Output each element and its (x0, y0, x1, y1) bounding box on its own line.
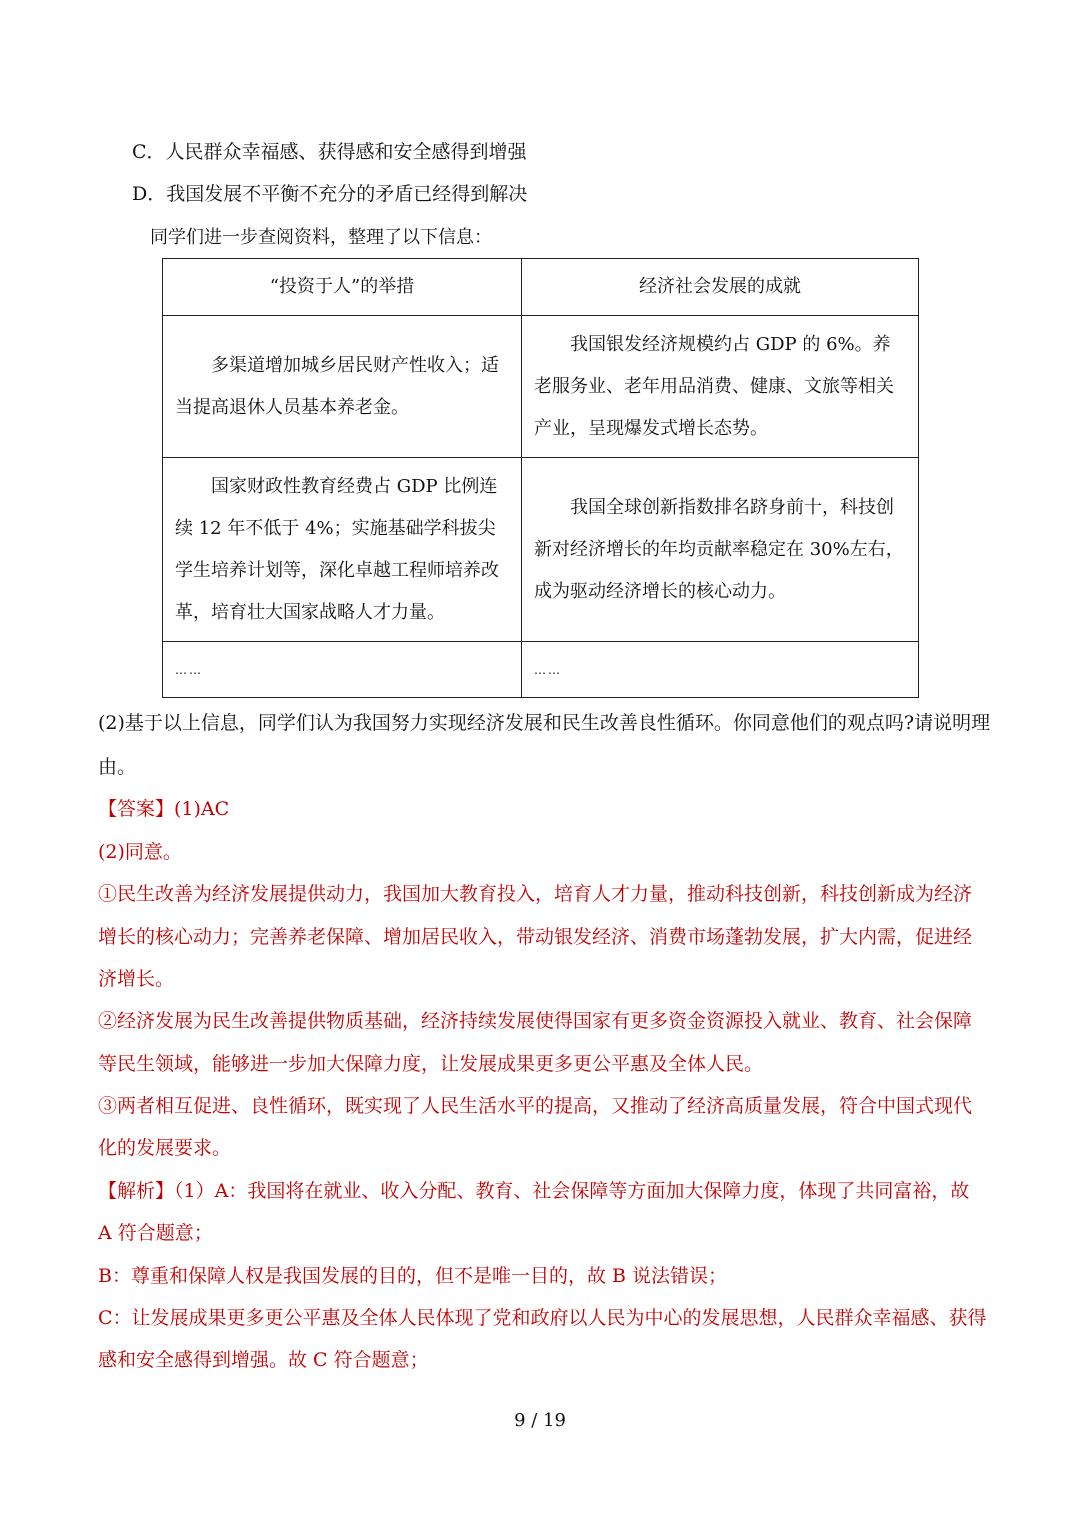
answer-point1-line1: ①民生改善为经济发展提供动力，我国加大教育投入，培育人才力量，推动科技创新，科技创新成为经济 (98, 883, 973, 905)
answer-part1: (1)AC (174, 798, 230, 820)
info-table (162, 258, 919, 698)
table-header-row (163, 259, 919, 316)
answer-line (98, 797, 229, 821)
table-row (163, 316, 919, 458)
table-cell (163, 642, 522, 698)
answer-point2-line2: 等民生领域，能够进一步加大保障力度，让发展成果更多更公平惠及全体人民。 (98, 1053, 764, 1075)
answer-point3-line1: ③两者相互促进、良性循环，既实现了人民生活水平的提高，又推动了经济高质量发展，符合中国式现代 (98, 1095, 973, 1117)
analysis-b: B：尊重和保障人权是我国发展的目的，但不是唯一目的，故 B 说法错误； (98, 1265, 728, 1287)
table-cell (522, 316, 919, 458)
option-d: D．我国发展不平衡不充分的矛盾已经得到解决 (132, 183, 528, 205)
intro-text: 同学们进一步查阅资料，整理了以下信息： (150, 227, 492, 248)
analysis-a-line2: A 符合题意； (98, 1222, 213, 1244)
table-cell (163, 458, 522, 642)
cell-text: …… (534, 663, 562, 677)
cell-text: 国家财政性教育经费占 GDP 比例连续 12 年不低于 4%；实施基础学科拔尖学生培养计划等，深化卓越工程师培养改革，培育壮大国家战略人才力量。 (175, 475, 499, 623)
answer-point1-line2: 增长的核心动力；完善养老保障、增加居民收入，带动银发经济、消费市场蓬勃发展，扩大内需，促进经 (98, 926, 973, 948)
analysis-a-line1: （1）A：我国将在就业、收入分配、教育、社会保障等方面加大保障力度，体现了共同富裕，故 (174, 1180, 970, 1202)
table-cell (522, 458, 919, 642)
analysis-label: 【解析】 (98, 1180, 175, 1202)
question-2-line1: (2)基于以上信息，同学们认为我国努力实现经济发展和民生改善良性循环。你同意他们的观点吗?请说明理 (98, 712, 991, 734)
cell-text: 多渠道增加城乡居民财产性收入；适当提高退休人员基本养老金。 (175, 354, 499, 418)
table-cell (163, 316, 522, 458)
analysis-line (98, 1179, 969, 1203)
answer-point2-line1: ②经济发展为民生改善提供物质基础，经济持续发展使得国家有更多资金资源投入就业、教育、社会保障 (98, 1010, 973, 1032)
table-row (163, 642, 919, 698)
page-number: 9 / 19 (514, 1410, 566, 1431)
table-header: 经济社会发展的成就 (522, 259, 919, 316)
question-2-line2: 由。 (98, 756, 137, 778)
table-header: “投资于人”的举措 (163, 259, 522, 316)
cell-text: 我国全球创新指数排名跻身前十，科技创新对经济增长的年均贡献率稳定在 30%左右，成为驱动经济增长的核心动力。 (534, 496, 904, 602)
answer-point1-line3: 济增长。 (98, 968, 175, 990)
option-c: C．人民群众幸福感、获得感和安全感得到增强 (132, 141, 527, 163)
answer-part2: (2)同意。 (98, 841, 182, 863)
answer-label: 【答案】 (98, 798, 175, 820)
table-cell (522, 642, 919, 698)
answer-point3-line2: 化的发展要求。 (98, 1137, 232, 1159)
table-row (163, 458, 919, 642)
cell-text: 我国银发经济规模约占 GDP 的 6%。养老服务业、老年用品消费、健康、文旅等相关产业，呈现爆发式增长态势。 (534, 333, 894, 439)
cell-text: …… (175, 663, 203, 677)
analysis-c-line1: C：让发展成果更多更公平惠及全体人民体现了党和政府以人民为中心的发展思想，人民群众幸福感、获得 (98, 1307, 987, 1329)
analysis-c-line2: 感和安全感得到增强。故 C 符合题意； (98, 1349, 429, 1371)
